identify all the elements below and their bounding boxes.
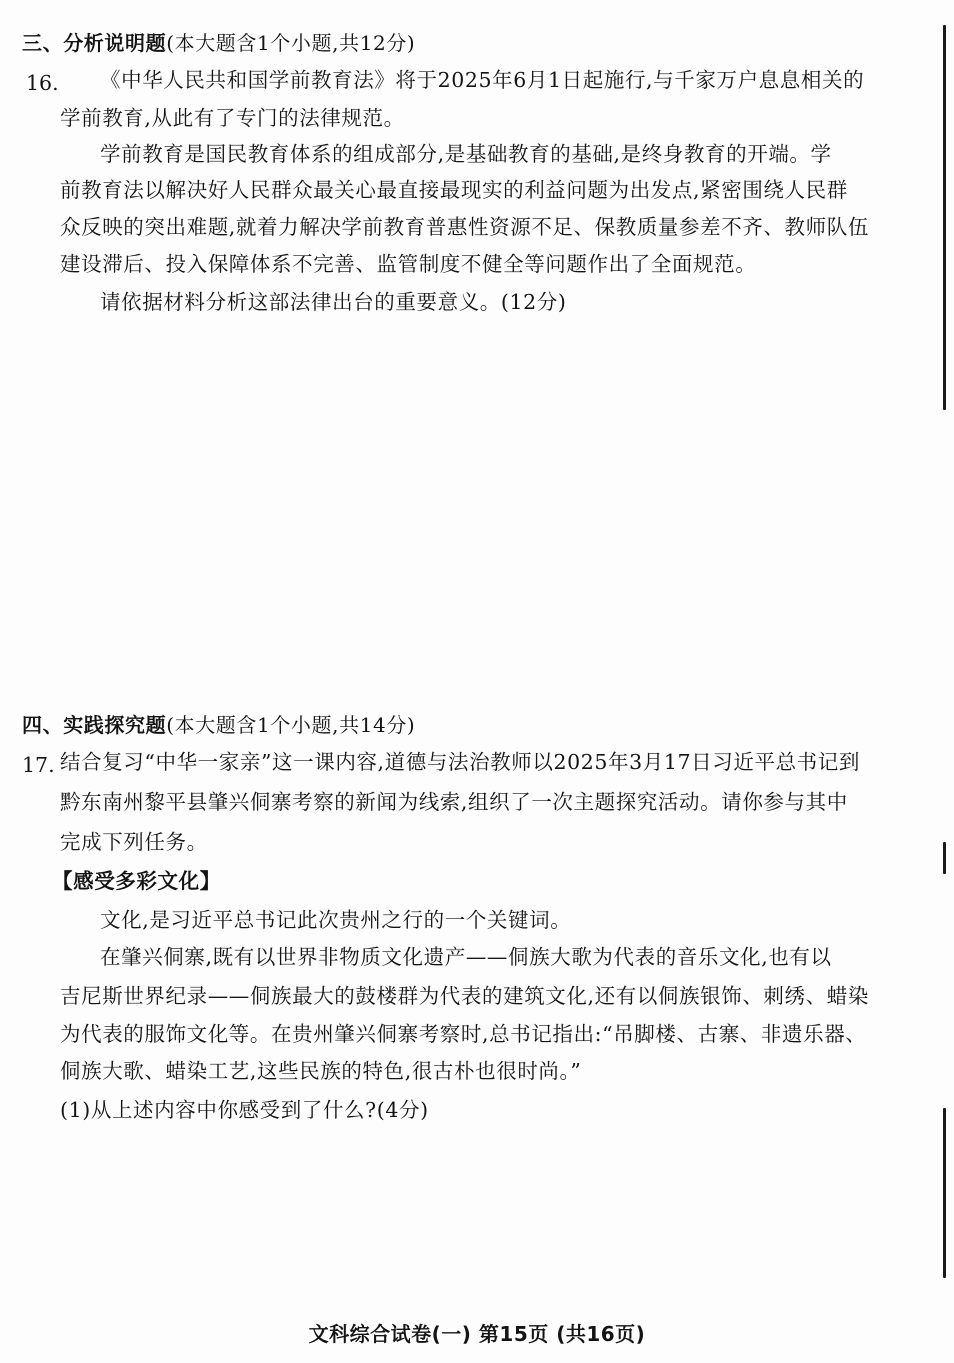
q17-material-2: 在肇兴侗寨,既有以世界非物质文化遗产——侗族大歌为代表的音乐文化,也有以 [100,945,832,969]
q17-subtitle: 【感受多彩文化】 [52,869,221,893]
q17-material-4: 为代表的服饰文化等。在贵州肇兴侗寨考察时,总书记指出:“吊脚楼、古寨、非遗乐器、 [60,1022,867,1046]
binding-mark-middle [943,842,946,874]
q17-answer-space [40,1135,900,1305]
q17-line-3: 完成下列任务。 [60,830,208,854]
section4-title: 四、实践探究题 [22,713,167,737]
section3-score-note: (本大题含1个小题,共12分) [166,31,416,55]
q17-material-3: 吉尼斯世界纪录——侗族最大的鼓楼群为代表的建筑文化,还有以侗族银饰、刺绣、蜡染 [60,984,869,1008]
q16-number: 16. [26,71,59,95]
q16-line-5: 众反映的突出难题,就着力解决学前教育普惠性资源不足、保教质量参差不齐、教师队伍 [60,215,869,239]
q16-line-1: 《中华人民共和国学前教育法》将于2025年6月1日起施行,与千家万户息息相关的 [100,68,865,92]
page-footer: 文科综合试卷(一) 第15页 (共16页) [308,1322,646,1346]
section4-heading [22,712,415,738]
q16-line-6: 建设滞后、投入保障体系不完善、监管制度不健全等问题作出了全面规范。 [60,252,757,276]
q16-line-4: 前教育法以解决好人民群众最关心最直接最现实的利益问题为出发点,紧密围绕人民群 [60,178,848,202]
q16-line-3: 学前教育是国民教育体系的组成部分,是基础教育的基础,是终身教育的开端。学 [100,142,832,166]
q17-number: 17. [22,753,55,777]
q17-subquestion-1: (1)从上述内容中你感受到了什么?(4分) [60,1098,429,1122]
section3-heading [22,30,415,56]
section4-score-note: (本大题含1个小题,共14分) [166,713,416,737]
q16-line-2: 学前教育,从此有了专门的法律规范。 [60,106,405,130]
binding-mark-top [943,25,946,410]
q16-question: 请依据材料分析这部法律出台的重要意义。(12分) [100,290,567,314]
q17-line-2: 黔东南州黎平县肇兴侗寨考察的新闻为线索,组织了一次主题探究活动。请你参与其中 [60,790,848,814]
q17-line-1: 结合复习“中华一家亲”这一课内容,道德与法治教师以2025年3月17日习近平总书记到 [60,750,860,774]
q16-answer-space [40,330,900,700]
q17-material-5: 侗族大歌、蜡染工艺,这些民族的特色,很古朴也很时尚。” [60,1059,582,1083]
binding-mark-bottom [943,1108,946,1278]
q17-material-1: 文化,是习近平总书记此次贵州之行的一个关键词。 [100,908,572,932]
section3-title: 三、分析说明题 [22,31,167,55]
